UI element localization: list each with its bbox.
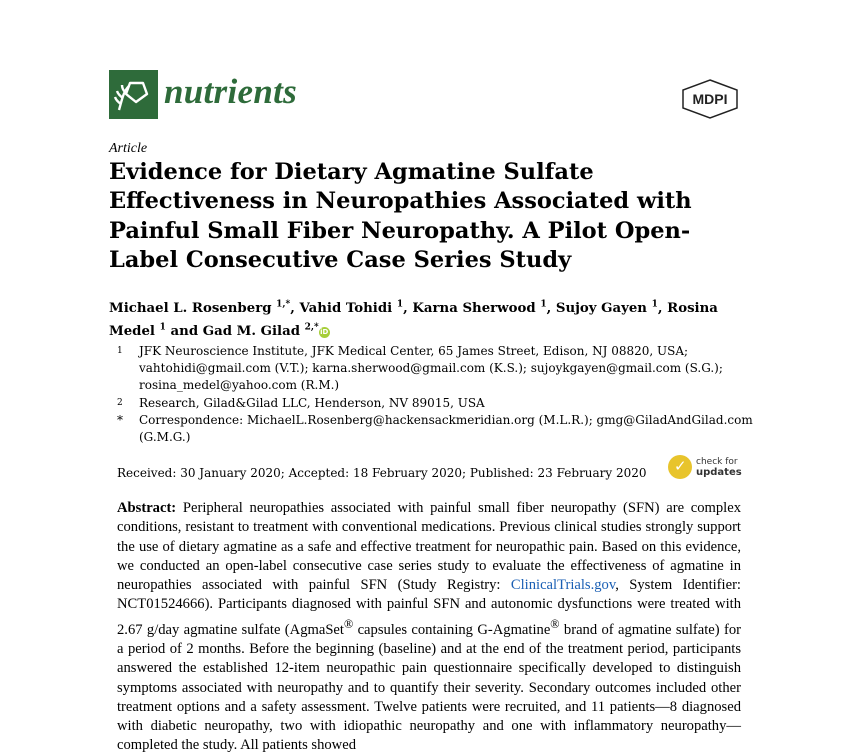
affiliation-item: 2 Research, Gilad&Gilad LLC, Henderson, NV 89015, USA xyxy=(117,395,485,410)
author: Sujoy Gayen $^1$, xyxy=(555,300,668,317)
affiliations xyxy=(117,343,757,446)
article-title: Evidence for Dietary Agmatine Sulfate Effectiveness in Neuropathies Associated with Painful Small Fiber Neuropathy. A Pilot Open-Label Consecutive Case Series Study xyxy=(109,159,692,273)
author: Rosina Medel $^1$ and xyxy=(109,301,718,339)
journal-name: nutrients xyxy=(164,72,298,111)
abstract: Abstract: Peripheral neuropathies associated with painful small fiber neuropathy (SFN) are complex conditions, resistant to treatment with conventional medications. Previous clinical studies strongly support the use of dietary agmatine as a safe and effective treatment for neuropathic pain. Based on this evidence, we conducted an open-label consecutive case series study to evaluate the effectiveness of agmatine in neuropathies associated with painful SFN (Study Registry: ClinicalTrials.gov, System Identifier: NCT01524666). Participants diagnosed with painful SFN and autonomic dysfunctions were treated with 2.67 g/day agmatine sulfate (AgmaSet® capsules containing G-Agmatine® brand of agmatine sulfate) for a period of 2 months. Before the beginning (baseline) and at the end of the treatment period, participants answered the established 12-item neuropathic pain questionnaire specifically developed to distinguish symptoms associated with neuropathy and to quantify their severity. Secondary outcomes included other treatment options and a safety assessment. Twelve patients were recruited, and 11 patients—8 diagnosed with diabetic neuropathy, two with idiopathic neuropathy and one with inflammatory neuropathy—completed the study. All patients showed xyxy=(117,500,741,754)
correspondence: * Correspondence: MichaelL.Rosenberg@hackensackmeridian.org (M.L.R.); gmg@GiladAndGilad.com (G.M.G.) xyxy=(117,412,753,445)
author: Karna Sherwood $^1$, xyxy=(412,300,556,317)
check-icon: ✓ xyxy=(668,455,692,479)
orcid-icon[interactable]: iD xyxy=(320,327,329,336)
publisher-name: MDPI xyxy=(692,91,728,107)
check-for-updates-button[interactable]: ✓ check for updates xyxy=(668,455,740,481)
author: Michael L. Rosenberg $^{1,*}$, xyxy=(109,300,300,317)
mdpi-logo xyxy=(680,79,740,119)
abstract-label: Abstract: xyxy=(117,500,177,516)
affiliation-item: 1 JFK Neuroscience Institute, JFK Medical Center, 65 James Street, Edison, NJ 08820, USA; vahtohidi@gmail.com (V.T.); karna.sherwood@gmail.com (K.S.); sujoykgayen@gmail.com (S.G.); rosina_medel@yahoo.com (R.M.) xyxy=(117,344,723,393)
author: Gad M. Gilad $^{2,*}$iD xyxy=(202,322,329,339)
clinicaltrials-link[interactable]: ClinicalTrials.gov xyxy=(510,577,616,594)
publication-dates: Received: 30 January 2020; Accepted: 18 February 2020; Published: 23 February 2020 xyxy=(117,466,647,480)
author: Vahid Tohidi $^1$, xyxy=(299,300,413,317)
journal-logo xyxy=(109,70,158,119)
article-type: Article xyxy=(109,141,148,156)
author-list xyxy=(109,296,759,341)
